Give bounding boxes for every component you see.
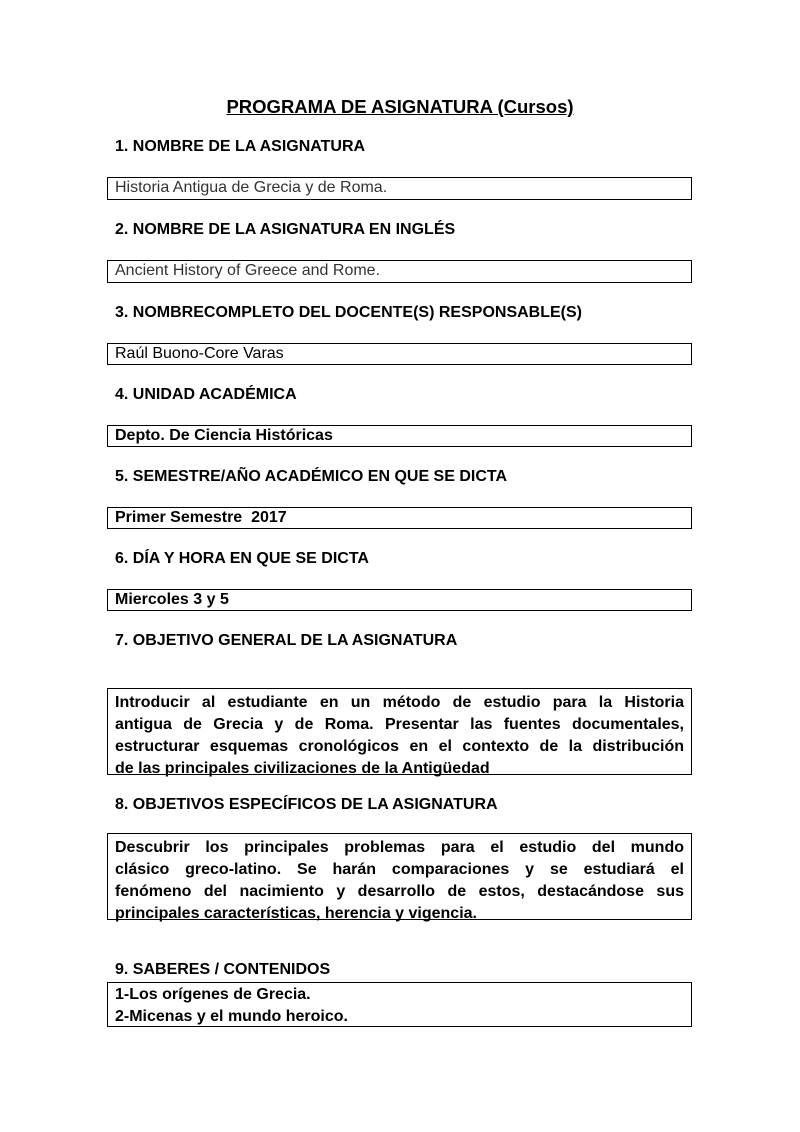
section-7-line: antigua de Grecia y de Roma. Presentar las fuentes documentales, — [115, 716, 684, 733]
section-9-list — [107, 982, 692, 1027]
section-9-heading: 9. SABERES / CONTENIDOS — [115, 961, 331, 978]
section-2-field: Ancient History of Greece and Rome. — [107, 260, 692, 283]
section-5-heading: 5. SEMESTRE/AÑO ACADÉMICO EN QUE SE DICTA — [115, 468, 508, 485]
section-3-heading: 3. NOMBRECOMPLETO DEL DOCENTE(S) RESPONSABLE(S) — [115, 304, 582, 321]
list-item: 2-Micenas y el mundo heroico. — [115, 1008, 348, 1025]
section-2-heading: 2. NOMBRE DE LA ASIGNATURA EN INGLÉS — [115, 221, 456, 238]
section-4-field: Depto. De Ciencia Históricas — [107, 425, 692, 447]
section-8-heading: 8. OBJETIVOS ESPECÍFICOS DE LA ASIGNATURA — [115, 796, 498, 813]
section-7-line: Introducir al estudiante en un método de estudio para la Historia — [115, 694, 684, 711]
section-8-line: Descubrir los principales problemas para el estudio del mundo — [115, 839, 684, 856]
section-7-heading: 7. OBJETIVO GENERAL DE LA ASIGNATURA — [115, 632, 458, 649]
section-1-field: Historia Antigua de Grecia y de Roma. — [107, 177, 692, 200]
section-7-text-box — [107, 688, 692, 775]
section-7-line: estructurar esquemas cronológicos en el contexto de la distribución — [115, 738, 684, 755]
section-6-field: Miercoles 3 y 5 — [107, 589, 692, 611]
section-1-heading: 1. NOMBRE DE LA ASIGNATURA — [115, 138, 366, 155]
section-3-field: Raúl Buono-Core Varas — [107, 343, 692, 365]
section-4-heading: 4. UNIDAD ACADÉMICA — [115, 386, 297, 403]
section-8-text-box — [107, 833, 692, 920]
section-7-line: de las principales civilizaciones de la Antigüedad — [115, 760, 490, 777]
section-5-field: Primer Semestre 2017 — [107, 507, 692, 529]
list-item: 1-Los orígenes de Grecia. — [115, 986, 311, 1003]
page-title: PROGRAMA DE ASIGNATURA (Cursos) — [226, 96, 574, 117]
section-8-line: principales características, herencia y vigencia. — [115, 905, 477, 922]
section-8-line: clásico greco-latino. Se harán comparaciones y se estudiará el — [115, 861, 684, 878]
section-8-line: fenómeno del nacimiento y desarrollo de estos, destacándose sus — [115, 883, 684, 900]
section-6-heading: 6. DÍA Y HORA EN QUE SE DICTA — [115, 550, 369, 567]
